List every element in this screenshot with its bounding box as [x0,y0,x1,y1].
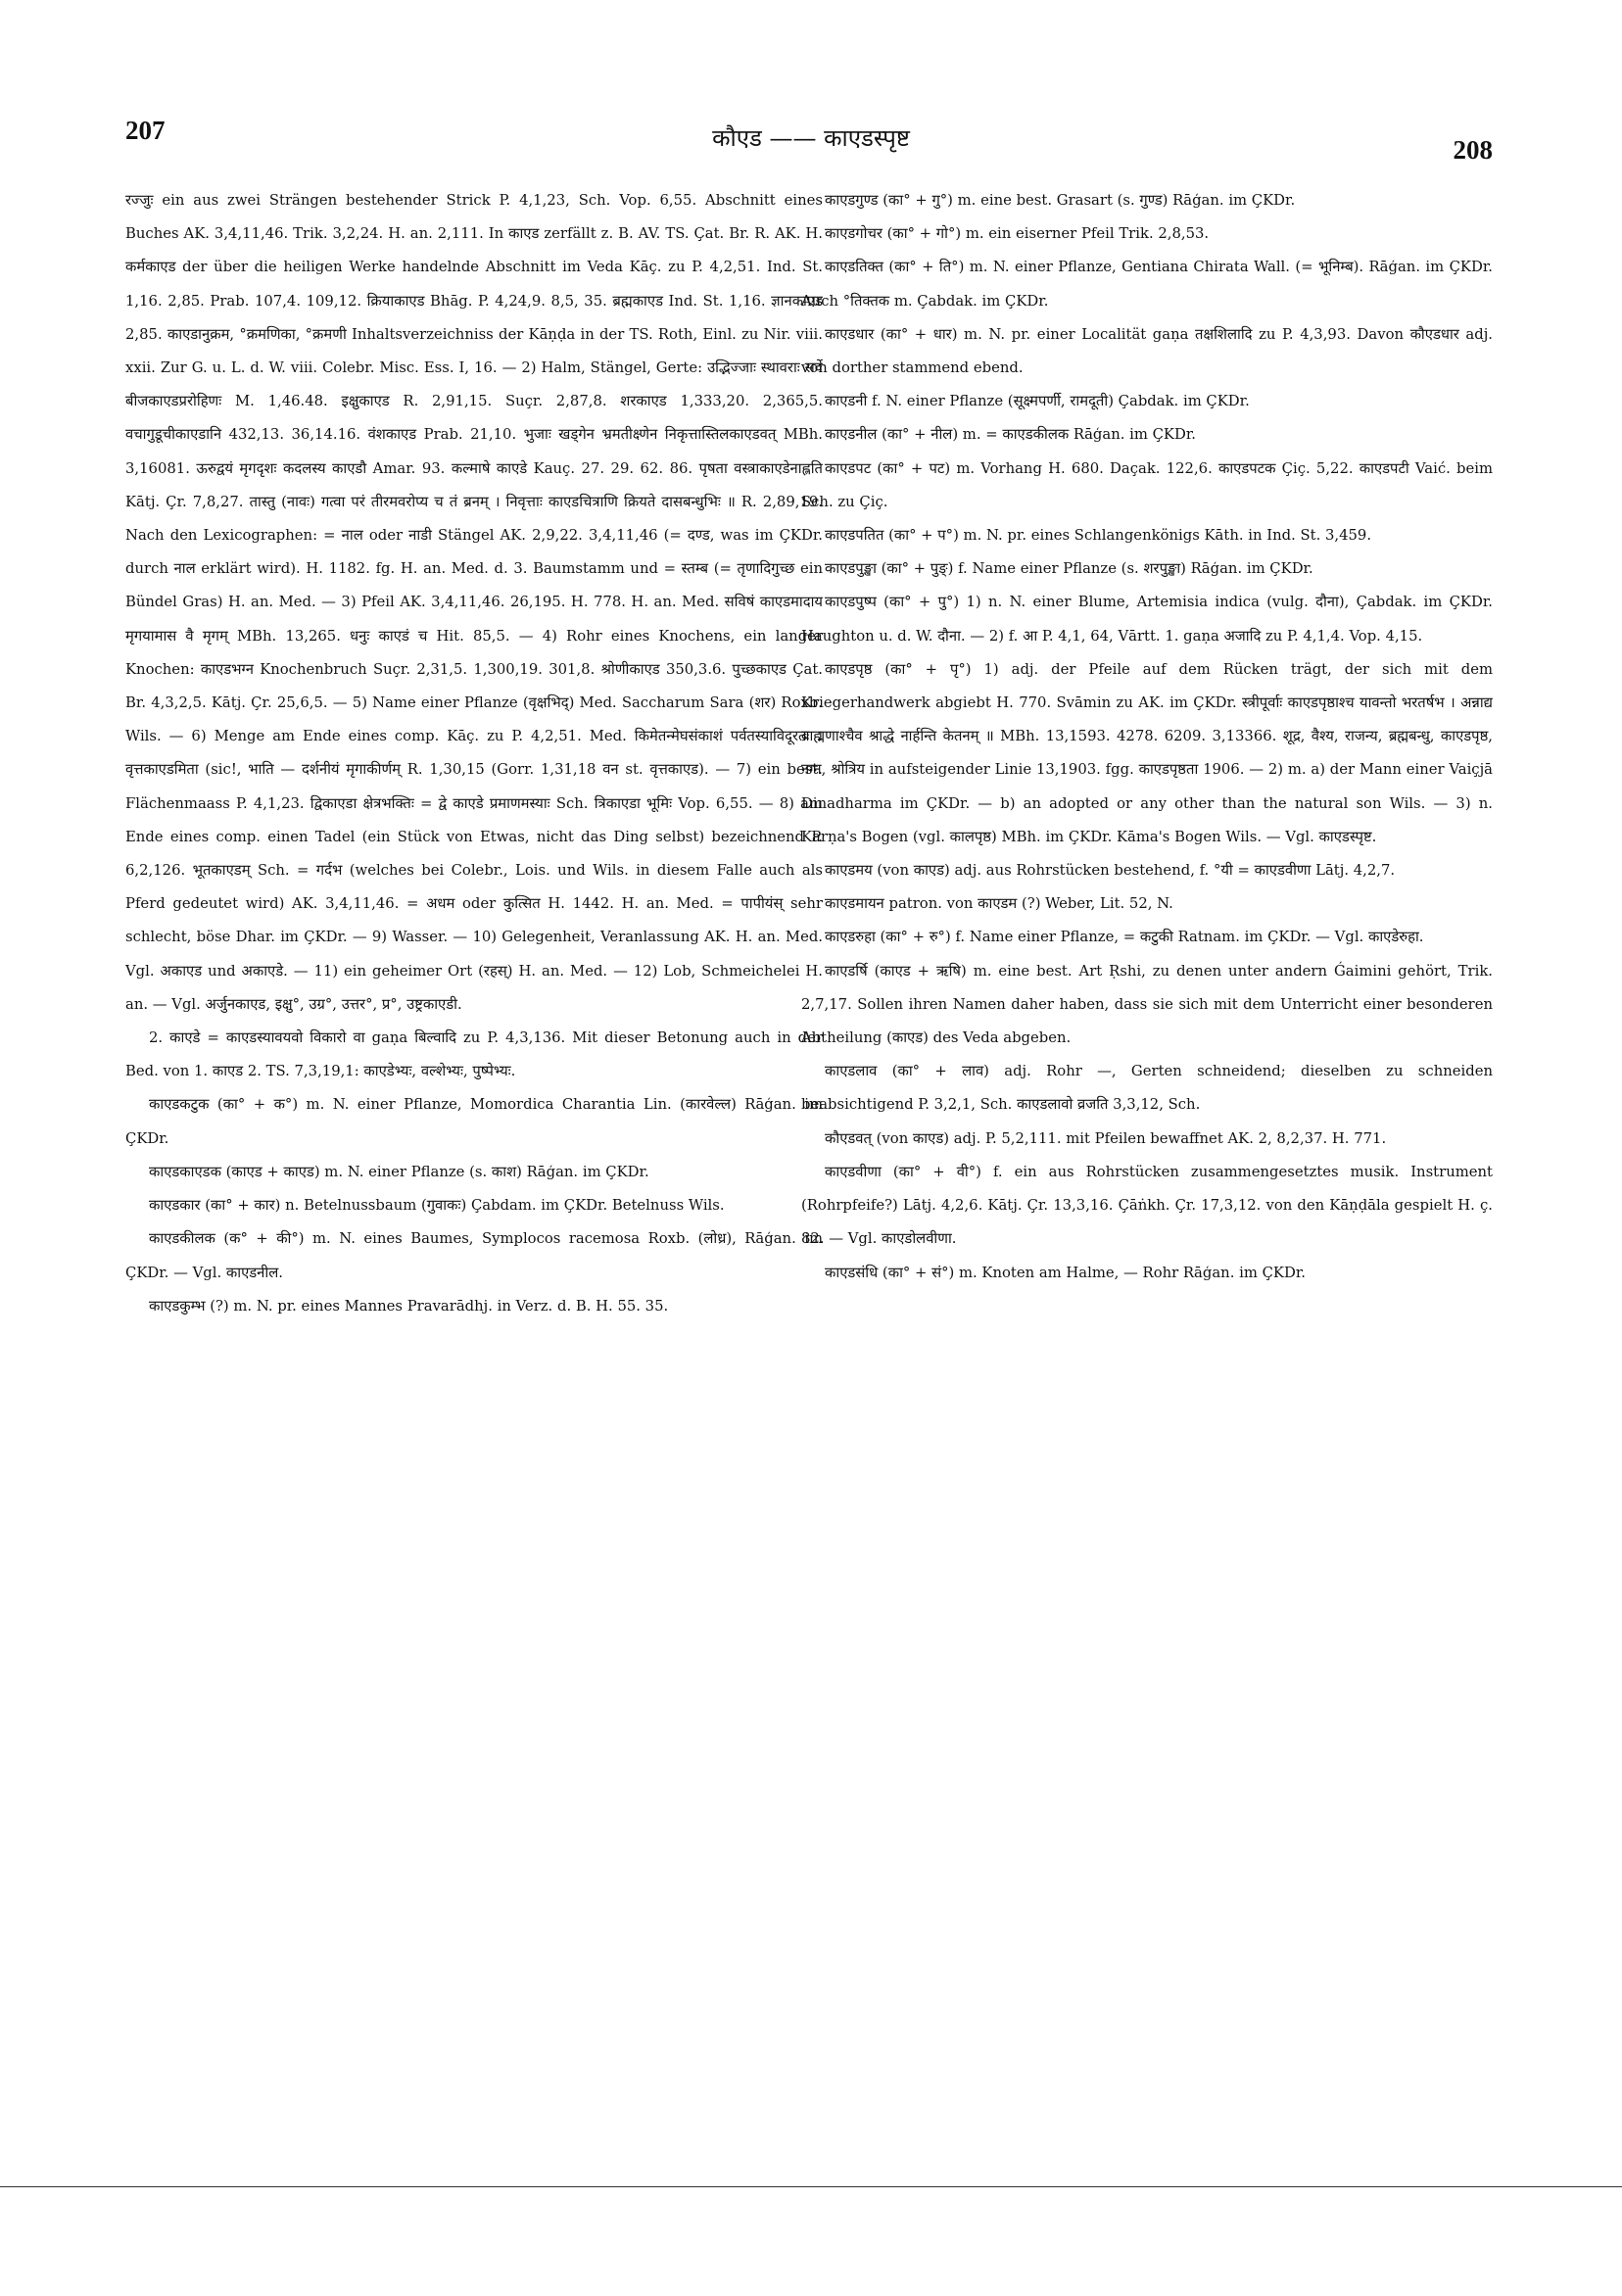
dictionary-entry: काएडमायन patron. von काएडम (?) Weber, Lit. 52, N. [825,895,1173,913]
dictionary-entry: काएडपतित (का° + प°) m. N. pr. eines Schlangenkönigs Kāth. in Ind. St. 3,459. [825,527,1372,545]
running-head: कौएड —— काएडस्पृष्ट [712,124,910,152]
dictionary-entry: काएडकटुक (का° + क°) m. N. einer Pflanze, Momordica Charantia Lin. (कारवेल्ल) Rāģan. im ÇKDr. [125,1096,823,1147]
dictionary-entry: काएडतिक्त (का° + ति°) m. N. einer Pflanze, Gentiana Chirata Wall. (= भूनिम्ब). Rāģan. im ÇKDr. Auch °तिक्तक m. Çabdak. im ÇKDr. [801,259,1493,310]
dictionary-entry: काएडमय (von काएड) adj. aus Rohrstücken bestehend, f. °यी = काएडवीणा Lātj. 4,2,7. [825,862,1396,880]
dictionary-entry: काएडगुण्ड (का° + गु°) m. eine best. Grasart (s. गुण्ड) Rāģan. im ÇKDr. [825,192,1296,209]
dictionary-entry: काएडवीणा (का° + वी°) f. ein aus Rohrstücken zusammengesetztes musik. Instrument (Rohrpfeife?) Lātj. 4,2,6. Kātj. Çr. 13,3,16. Çāṅkh. Çr. 17,3,12. von den Kāṇḍāla gespielt H. ç. 82. — Vgl. काएडोलवीणा. [801,1163,1493,1248]
page-number-left: 207 [125,116,166,145]
dictionary-entry: काएडनील (का° + नील) m. = काएडकीलक Rāģan. im ÇKDr. [825,426,1196,444]
dictionary-entry: काएडपृष्ठ (का° + पृ°) 1) adj. der Pfeile auf dem Rücken trägt, der sich mit dem Kriegerhandwerk abgiebt H. 770. Svāmin zu AK. im ÇKDr. स्त्रीपूर्वाः काएडपृष्ठाश्च यावन्तो भरतर्षभ । अन्नाद्य ब्राह्मणाश्चैव श्राद्धे नार्हन्ति केतनम् ॥ MBh. 13,1593. 4278. 6209. 3,13366. शूद्र, वैश्य, राजन्य, ब्रह्मबन्धु, काएडपृष्ठ, नग्न, श्रोत्रिय in aufsteigender Linie 13,1903. fgg. काएडपृष्ठता 1906. — 2) m. a) der Mann einer Vaiçjā Dinadharma im ÇKDr. — b) an adopted or any other than the natural son Wils. — 3) n. Karṇa's Bogen (vgl. कालपृष्ठ) MBh. im ÇKDr. Kāma's Bogen Wils. — Vgl. काएडस्पृष्ट. [801,660,1493,845]
dictionary-entry: काएडपट (का° + पट) m. Vorhang H. 680. Daçak. 122,6. काएडपटक Çiç. 5,22. काएडपटी Vaić. beim Sch. zu Çiç. [801,459,1493,510]
dictionary-entry: काएडकुम्भ (?) m. N. pr. eines Mannes Pravarādhj. in Verz. d. B. H. 55. 35. [149,1297,669,1315]
dictionary-entry: काएडरुहा (का° + रु°) f. Name einer Pflanze, = कटुकी Ratnam. im ÇKDr. — Vgl. काएडेरुहा. [825,929,1424,946]
page-number-right: 208 [1453,135,1493,165]
dictionary-entry: काएडगोचर (का° + गो°) m. ein eiserner Pfeil Trik. 2,8,53. [825,225,1210,243]
dictionary-entry: कौएडवत् (von काएड) adj. P. 5,2,111. mit Pfeilen bewaffnet AK. 2, 8,2,37. H. 771. [825,1129,1387,1147]
left-column [125,184,823,2153]
footer-rule [0,2186,1622,2187]
dictionary-entry: काएडकार (का° + कार) n. Betelnussbaum (गुवाकः) Çabdam. im ÇKDr. Betelnuss Wils. [149,1197,725,1215]
dictionary-entry: काएडसंधि (का° + सं°) m. Knoten am Halme, — Rohr Rāģan. im ÇKDr. [825,1264,1306,1281]
dictionary-entry: काएडकाएडक (काएड + काएड) m. N. einer Pflanze (s. काश) Rāģan. im ÇKDr. [149,1163,649,1180]
dictionary-entry: काएडर्षि (काएड + ऋषि) m. eine best. Art Ṛshi, zu denen unter andern Ǵaimini gehört, Trik. 2,7,17. Sollen ihren Namen daher haben, dass sie sich mit dem Unterricht einer besonderen Abtheilung (काएड) des Veda abgeben. [801,962,1493,1047]
dictionary-entry: काएडनी f. N. einer Pflanze (सूक्ष्मपर्णी, रामदूती) Çabdak. im ÇKDr. [825,393,1250,410]
dictionary-entry: काएडपुङ्खा (का° + पुङ्) f. Name einer Pflanze (s. शरपुङ्खा) Rāģan. im ÇKDr. [825,560,1313,578]
dictionary-entry: काएडपुष्प (का° + पु°) 1) n. N. einer Blume, Artemisia indica (vulg. दौना), Çabdak. im ÇKDr. Haughton u. d. W. दौना. — 2) f. आ P. 4,1, 64, Vārtt. 1. gaṇa अजादि zu P. 4,1,4. Vop. 4,15. [801,594,1493,645]
dictionary-entry: काएडकीलक (क° + की°) m. N. eines Baumes, Symplocos racemosa Roxb. (लोध्र), Rāģan. im ÇKDr. — Vgl. काएडनील. [125,1230,823,1281]
dictionary-entry: काएडधार (का° + धार) m. N. pr. einer Localität gaṇa तक्षशिलादि zu P. 4,3,93. Davon कौएडधार adj. von dorther stammend ebend. [801,325,1493,377]
dictionary-entry: 2. काएडे = काएडस्यावयवो विकारो वा gaṇa बिल्वादि zu P. 4,3,136. Mit dieser Betonung auch in der Bed. von 1. काएड 2. TS. 7,3,19,1: काएडेभ्यः, वल्शेभ्यः, पुष्पेभ्यः. [125,1029,823,1080]
dictionary-entry: रज्जुः ein aus zwei Strängen bestehender Strick P. 4,1,23, Sch. Vop. 6,55. Abschnitt eines Buches AK. 3,4,11,46. Trik. 3,2,24. H. an. 2,111. In काएड zerfällt z. B. AV. TS. Çat. Br. R. AK. H. कर्मकाएड der über die heiligen Werke handelnde Abschnitt im Veda Kāç. zu P. 4,2,51. Ind. St. 1,16. 2,85. Prab. 107,4. 109,12. क्रियाकाएड Bhāg. P. 4,24,9. 8,5, 35. ब्रह्मकाएड Ind. St. 1,16. ज्ञानकाएड 2,85. काएडानुक्रम, °क्रमणिका, °क्रमणी Inhaltsverzeichniss der Kāṇḍa in der TS. Roth, Einl. zu Nir. viii. xxii. Zur G. u. L. d. W. viii. Colebr. Misc. Ess. I, 16. — 2) Halm, Stängel, Gerte: उद्भिज्जाः स्थावराः सर्वे बीजकाएडप्ररोहिणः M. 1,46.48. इक्षुकाएड R. 2,91,15. Suçr. 2,87,8. शरकाएड 1,333,20. 2,365,5. वचागुडूचीकाएडानि 432,13. 36,14.16. वंशकाएड Prab. 21,10. भुजाः खड्गेन भ्रमतीक्ष्णेन निकृत्तास्तिलकाएडवत् MBh. 3,16081. ऊरुद्वयं मृगदृशः कदलस्य काएडौ Amar. 93. कल्माषे काएडे Kauç. 27. 29. 62. 86. पृषता वस्त्राकाएडेनाह्लति Kātj. Çr. 7,8,27. तास्तु (नावः) गत्वा परं तीरमवरोप्य च तं ब्रनम् । निवृत्ताः काएडचित्राणि क्रियते दासबन्धुभिः ॥ R. 2,89,19. Nach den Lexicographen: = नाल oder नाडी Stängel AK. 2,9,22. 3,4,11,46 (= दण्ड, was im ÇKDr. durch नाल erklärt wird). H. 1182. fg. H. an. Med. d. 3. Baumstamm und = स्तम्ब (= तृणादिगुच्छ ein Bündel Gras) H. an. Med. — 3) Pfeil AK. 3,4,11,46. 26,195. H. 778. H. an. Med. सविषं काएडमादाय मृगयामास वै मृगम् MBh. 13,265. धनुः काएडं च Hit. 85,5. — 4) Rohr eines Knochens, ein langer Knochen: काएडभग्न Knochenbruch Suçr. 2,31,5. 1,300,19. 301,8. श्रोणीकाएड 350,3.6. पुच्छकाएड Çat. Br. 4,3,2,5. Kātj. Çr. 25,6,5. — 5) Name einer Pflanze (वृक्षभिद्) Med. Saccharum Sara (शर) Roxb. Wils. — 6) Menge am Ende eines comp. Kāç. zu P. 4,2,51. Med. किमेतन्मेघसंकाशं पर्वतस्याविदूरतः । वृत्तकाएडमिता (sic!, भाति — दर्शनीयं मृगाकीर्णम् R. 1,30,15 (Gorr. 1,31,18 वन st. वृत्तकाएड). — 7) ein best. Flächenmaass P. 4,1,23. द्विकाएडा क्षेत्रभक्तिः = द्वे काएडे प्रमाणमस्याः Sch. त्रिकाएडा भूमिः Vop. 6,55. — 8) am Ende eines comp. einen Tadel (ein Stück von Etwas, nicht das Ding selbst) bezeichnend P. 6,2,126. भूतकाएडम् Sch. = गर्दभ (welches bei Colebr., Lois. und Wils. in diesem Falle auch als Pferd gedeutet wird) AK. 3,4,11,46. = अधम oder कुत्सित H. 1442. H. an. Med. = पापीयंस् sehr schlecht, böse Dhar. im ÇKDr. — 9) Wasser. — 10) Gelegenheit, Veranlassung AK. H. an. Med. Vgl. अकाएड und अकाएडे. — 11) ein geheimer Ort (रहस्) H. an. Med. — 12) Lob, Schmeichelei H. an. — Vgl. अर्जुनकाएड, इक्षु°, उग्र°, उत्तर°, प्र°, उष्ट्रकाएडी. [125,192,823,1013]
dictionary-entry: काएडलाव (का° + लाव) adj. Rohr —, Gerten schneidend; dieselben zu schneiden beabsichtigend P. 3,2,1, Sch. काएडलावो व्रजति 3,3,12, Sch. [801,1063,1493,1114]
page-header [0,116,1622,174]
right-column [801,184,1493,2153]
